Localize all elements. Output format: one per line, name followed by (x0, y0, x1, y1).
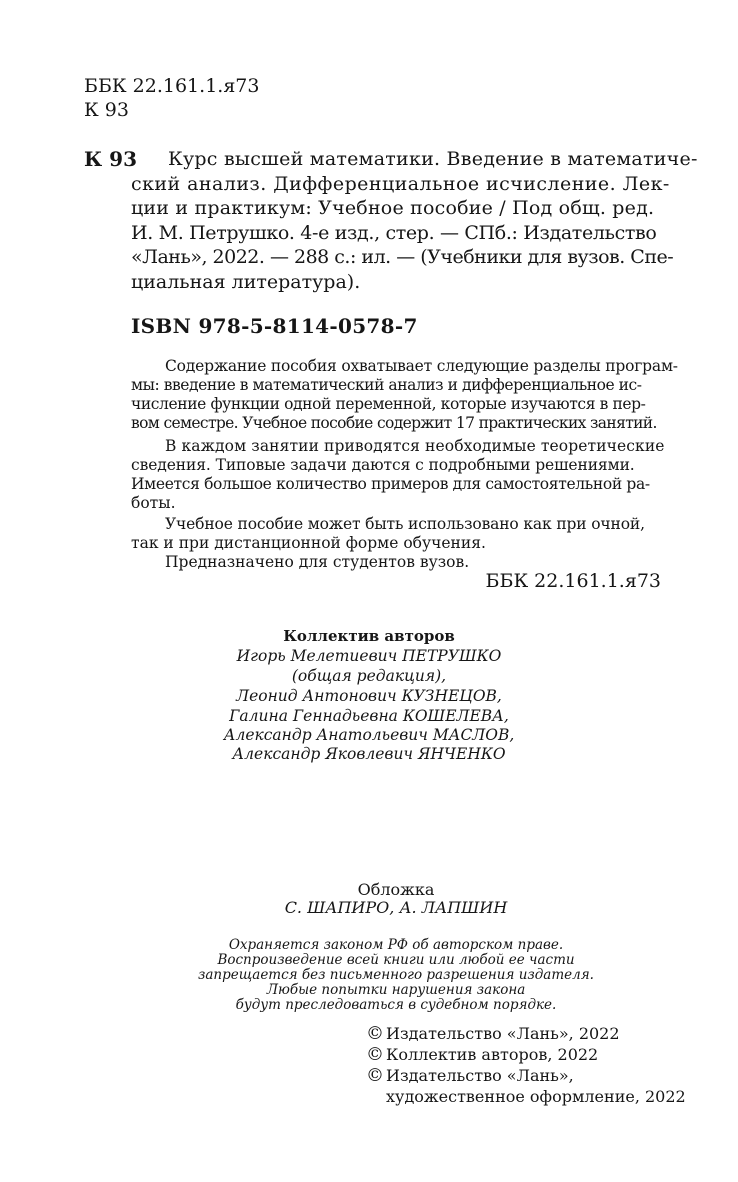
copyright-line (366, 1066, 574, 1086)
bbk-code-repeat: ББК 22.161.1.я73 (485, 570, 661, 592)
abstract-line: так и при дистанционной форме обучения. (131, 534, 486, 552)
abstract-line: боты. (131, 494, 176, 512)
copyright-line (366, 1045, 598, 1065)
entry-line: «Лань», 2022. — 288 с.: ил. — (Учебники для вузов. Спе- (131, 246, 674, 268)
abstract-line: числение функции одной переменной, которые изучаются в пер- (131, 395, 646, 413)
abstract-line: Содержание пособия охватывает следующие разделы програм- (165, 357, 678, 375)
abstract-line: вом семестре. Учебное пособие содержит 17 практических занятий. (131, 414, 657, 432)
copyright-text: Издательство «Лань», (386, 1066, 574, 1085)
legal-line: будут преследоваться в судебном порядке. (235, 997, 557, 1013)
copyright-icon: © (366, 1065, 384, 1086)
abstract-line: мы: введение в математический анализ и дифференциальное ис- (131, 376, 642, 394)
authors-heading: Коллектив авторов (283, 627, 455, 645)
entry-line: ции и практикум: Учебное пособие / Под общ. ред. (131, 197, 655, 219)
abstract-line: Имеется большое количество примеров для самостоятельной ра- (131, 475, 650, 493)
author-line: Александр Яковлевич ЯНЧЕНКО (232, 745, 506, 763)
copyright-text: Издательство «Лань», 2022 (386, 1024, 620, 1043)
abstract-line: сведения. Типовые задачи даются с подробными решениями. (131, 456, 635, 474)
cover-label: Обложка (357, 880, 435, 899)
entry-line: циальная литература). (131, 271, 361, 293)
entry-line: И. М. Петрушко. 4-е изд., стер. — СПб.: Издательство (131, 222, 657, 244)
isbn: ISBN 978-5-8114-0578-7 (131, 314, 418, 338)
author-line: (общая редакция), (291, 667, 447, 685)
abstract-line: В каждом занятии приводятся необходимые теоретические (165, 437, 665, 455)
author-line: Галина Геннадьевна КОШЕЛЕВА, (229, 707, 509, 725)
legal-line: Любые попытки нарушения закона (266, 982, 526, 998)
bbk-code: ББК 22.161.1.я73 (84, 75, 260, 97)
copyright-continuation: художественное оформление, 2022 (386, 1087, 686, 1106)
copyright-icon: © (366, 1023, 384, 1044)
copyright-icon: © (366, 1044, 384, 1065)
legal-line: Охраняется законом РФ об авторском праве. (228, 937, 564, 953)
author-line: Александр Анатольевич МАСЛОВ, (223, 726, 515, 744)
legal-line: Воспроизведение всей книги или любой ее части (217, 952, 575, 968)
author-mark: К 93 (84, 99, 129, 121)
legal-line: запрещается без письменного разрешения издателя. (198, 967, 594, 983)
cover-designers: С. ШАПИРО, А. ЛАПШИН (284, 898, 508, 917)
author-line: Игорь Мелетиевич ПЕТРУШКО (236, 647, 502, 665)
copyright-line (366, 1024, 620, 1044)
entry-line: ский анализ. Дифференциальное исчисление. Лек- (131, 173, 670, 195)
author-line: Леонид Антонович КУЗНЕЦОВ, (236, 687, 502, 705)
entry-line: Курс высшей математики. Введение в математиче- (168, 148, 698, 170)
entry-code: К 93 (84, 147, 137, 171)
copyright-text: Коллектив авторов, 2022 (386, 1045, 599, 1064)
abstract-line: Учебное пособие может быть использовано как при очной, (165, 515, 645, 533)
abstract-line: Предназначено для студентов вузов. (165, 553, 470, 571)
